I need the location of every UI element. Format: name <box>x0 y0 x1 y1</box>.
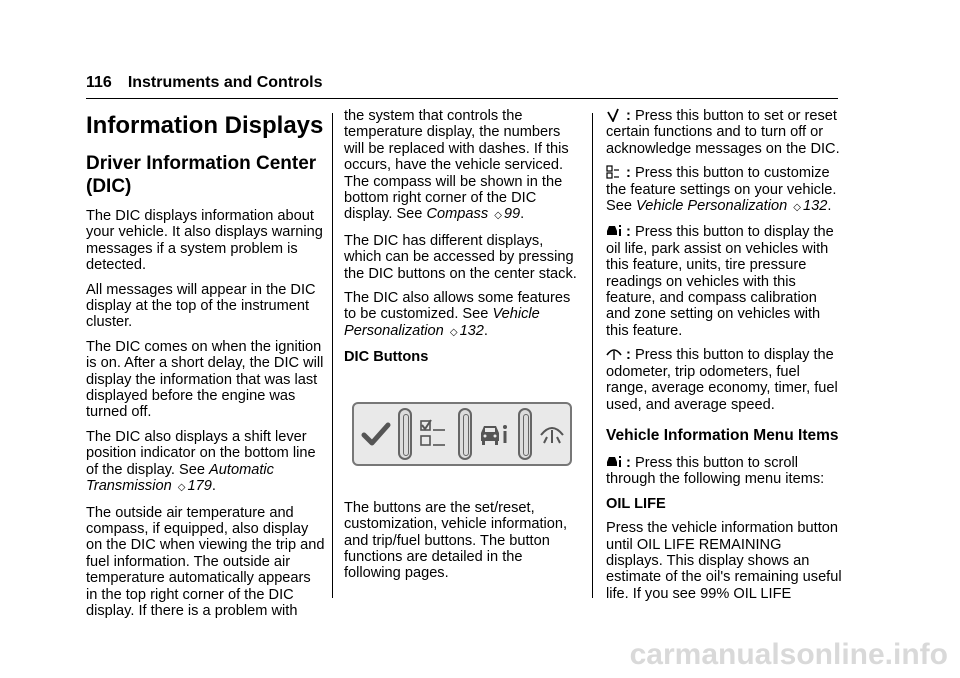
trip-fuel-icon <box>532 412 572 456</box>
customize-icon <box>414 412 454 456</box>
page-reference[interactable]: 132 <box>802 198 828 215</box>
header-rule <box>86 98 838 99</box>
vehicle-info-icon <box>606 224 620 238</box>
paragraph: The DIC has different displays, which can be accessed by pressing the DIC buttons on the center stack. <box>344 232 577 282</box>
watermark: carmanualsonline.info <box>629 638 948 671</box>
paragraph: : Press this button to set or reset certain functions and to turn off or acknowledge messages on the DIC. <box>606 108 840 157</box>
page-header <box>86 74 323 92</box>
page-reference[interactable]: 99 <box>503 206 521 223</box>
column-3 <box>606 108 842 610</box>
button-separator <box>458 408 472 460</box>
paragraph: The outside air temperature and compass, if equipped, also display on the DIC when viewing the trip and fuel information. The outside air temperature automatically appears in the top right corner of the DIC display. If there is a problem with <box>86 504 325 619</box>
column-divider <box>332 113 333 598</box>
paragraph: The buttons are the set/reset, customization, vehicle information, and trip/fuel buttons. The button functions are detailed in the following pages. <box>344 499 568 582</box>
cross-reference-link[interactable]: Vehicle Personalization <box>636 198 788 215</box>
paragraph: Press the vehicle information button until OIL LIFE REMAINING displays. This display shows an estimate of the oil's remaining useful life. If you see 99% OIL LIFE <box>606 520 842 602</box>
paragraph: The DIC comes on when the ignition is on. After a short delay, the DIC will display the information that was last displayed before the engine was turned off. <box>86 338 324 421</box>
paragraph: All messages will appear in the DIC display at the top of the instrument cluster. <box>86 281 316 331</box>
paragraph: The DIC also allows some features to be customized. See Vehicle Personalization ◇ 132. <box>344 290 571 339</box>
paragraph: : Press this button to scroll through the following menu items: <box>606 454 825 488</box>
button-separator <box>518 408 532 460</box>
subsection-heading: Vehicle Information Menu Items <box>606 426 839 444</box>
trip-fuel-icon <box>606 347 620 361</box>
section-heading: Information Displays <box>86 112 324 139</box>
paragraph: : Press this button to display the odometer, trip odometers, fuel range, average economy, timer, fuel used, and average speed. <box>606 347 838 413</box>
section-title: Instruments and Controls <box>127 74 323 91</box>
vehicle-info-icon <box>474 412 514 456</box>
checkmark-icon <box>606 108 620 122</box>
page-number: 116 <box>86 74 112 91</box>
paragraph: The DIC displays information about your vehicle. It also displays warning messages if a system problem is detected. <box>86 208 323 274</box>
button-separator <box>398 408 412 460</box>
figure-caption: DIC Buttons <box>344 349 429 366</box>
column-2 <box>344 108 580 590</box>
menu-item-heading: OIL LIFE <box>606 495 666 512</box>
paragraph: the system that controls the temperature display, the numbers will be replaced with dashes. If this occurs, have the vehicle serviced. The compass will be shown in the bottom right corner of the DIC display. See Compass ◇ 99. <box>344 108 569 223</box>
paragraph: : Press this button to customize the feature settings on your vehicle. See Vehicle Personalization ◇ 132. <box>606 165 837 215</box>
checkmark-icon <box>356 412 396 456</box>
page-arrow-icon: ◇ <box>793 202 801 214</box>
page-arrow-icon: ◇ <box>449 326 458 338</box>
dic-buttons-figure <box>352 402 572 466</box>
page-reference[interactable]: 132 <box>459 322 484 339</box>
cross-reference-link[interactable]: Automatic Transmission <box>86 461 274 495</box>
column-1 <box>86 108 326 627</box>
cross-reference-link[interactable]: Compass <box>426 206 489 223</box>
paragraph: The DIC also displays a shift lever position indicator on the bottom line of the display. See Automatic Transmission ◇ 179. <box>86 428 316 495</box>
column-divider <box>592 113 593 598</box>
page-reference[interactable]: 179 <box>187 478 212 495</box>
vehicle-info-icon <box>606 455 620 469</box>
paragraph: : Press this button to display the oil life, park assist on vehicles with this feature, units, tire pressure readings on vehicles with this feature, and compass calibration and zone setting on vehicles with this feature. <box>606 224 834 339</box>
page-arrow-icon: ◇ <box>494 210 502 222</box>
subsection-heading: Driver Information Center (DIC) <box>86 153 317 197</box>
page-arrow-icon: ◇ <box>177 482 186 494</box>
cross-reference-link[interactable]: Vehicle Personalization <box>344 306 540 339</box>
customize-icon <box>606 165 620 179</box>
